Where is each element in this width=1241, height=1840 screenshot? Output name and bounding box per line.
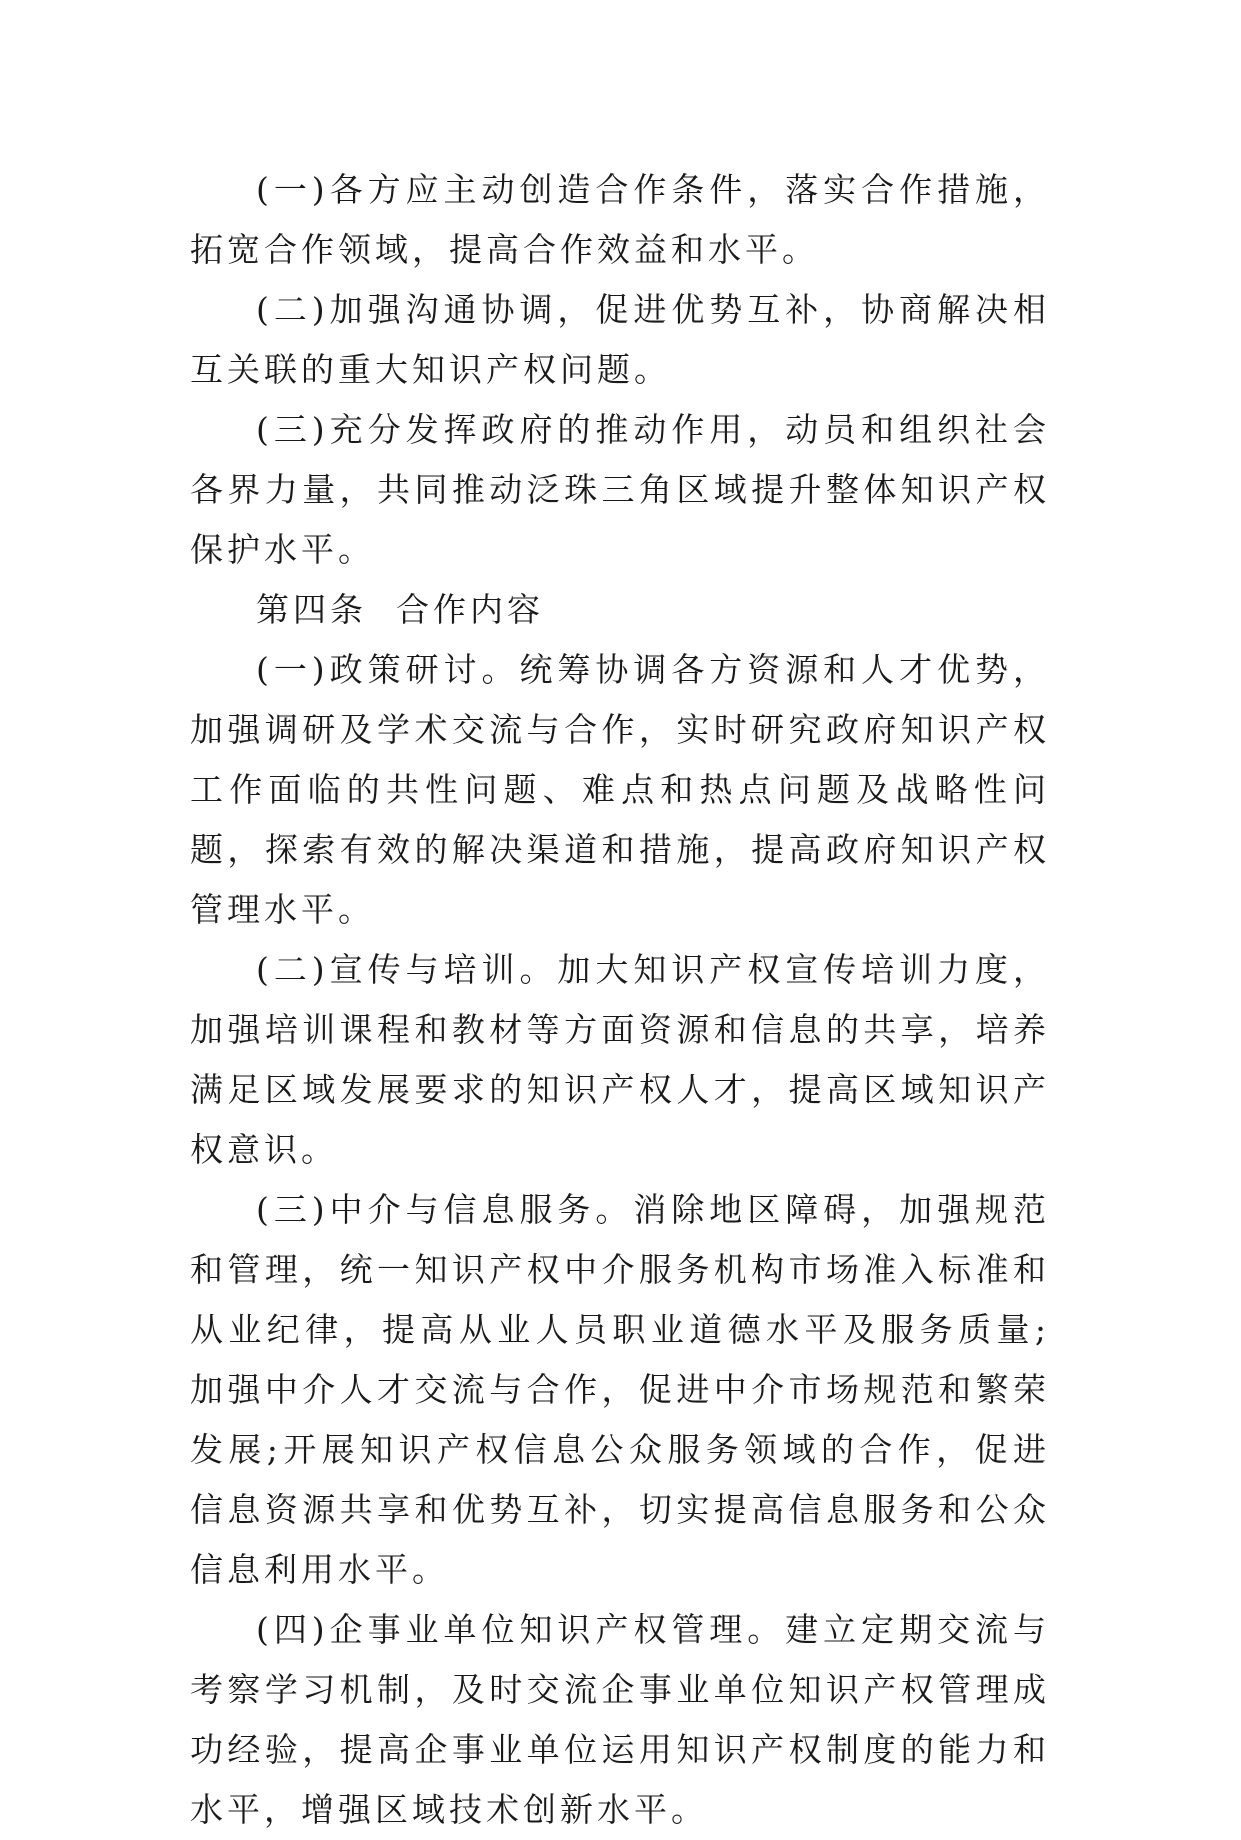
paragraph-2: (二)加强沟通协调，促进优势互补，协商解决相互关联的重大知识产权问题。 [190, 290, 1050, 389]
paragraph-4: (一)政策研讨。统筹协调各方资源和人才优势，加强调研及学术交流与合作，实时研究政府知识产权工作面临的共性问题、难点和热点问题及战略性问题，探索有效的解决渠道和措施，提高政府知识产权管理水平。 [190, 650, 1050, 929]
paragraph-7: (四)企事业单位知识产权管理。建立定期交流与考察学习机制，及时交流企事业单位知识产权管理成功经验，提高企事业单位运用知识产权制度的能力和水平，增强区域技术创新水平。 [190, 1610, 1050, 1829]
paragraph-1: (一)各方应主动创造合作条件，落实合作措施，拓宽合作领域，提高合作效益和水平。 [190, 170, 1050, 269]
paragraph-3: (三)充分发挥政府的推动作用，动员和组织社会各界力量，共同推动泛珠三角区域提升整体知识产权保护水平。 [190, 410, 1050, 569]
article-heading: 第四条 合作内容 [256, 590, 544, 629]
document-body [190, 160, 1050, 1840]
paragraph-6: (三)中介与信息服务。消除地区障碍，加强规范和管理，统一知识产权中介服务机构市场准入标准和从业纪律，提高从业人员职业道德水平及服务质量;加强中介人才交流与合作，促进中介市场规范和繁荣发展;开展知识产权信息公众服务领域的合作，促进信息资源共享和优势互补，切实提高信息服务和公众信息利用水平。 [190, 1190, 1050, 1589]
paragraph-5: (二)宣传与培训。加大知识产权宣传培训力度，加强培训课程和教材等方面资源和信息的共享，培养满足区域发展要求的知识产权人才，提高区域知识产权意识。 [190, 950, 1050, 1169]
